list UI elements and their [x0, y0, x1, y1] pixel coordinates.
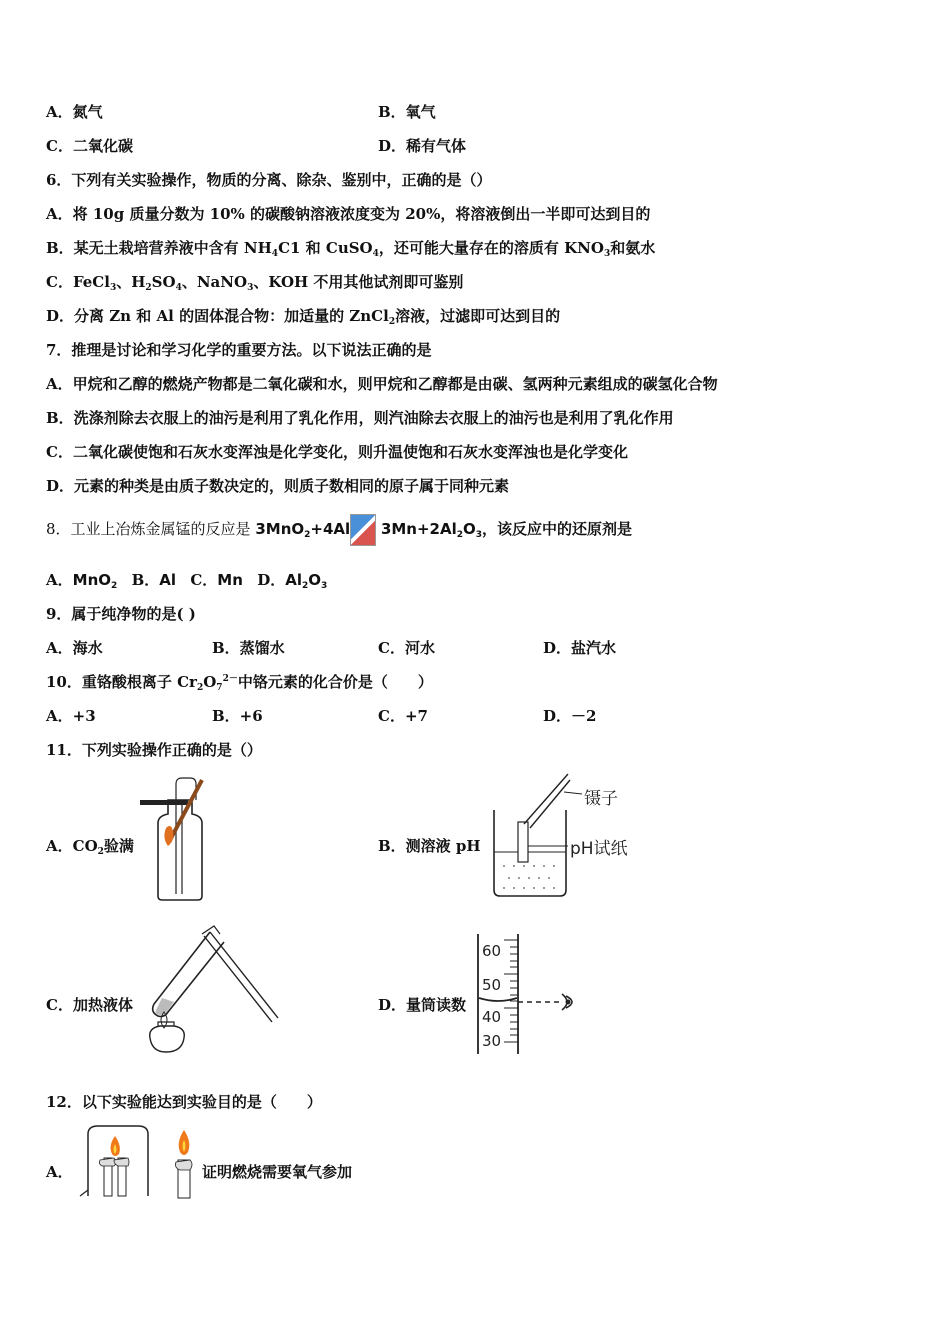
q12-option-a-text: 证明燃烧需要氧气参加 [202, 1163, 353, 1181]
q11-option-b: B．测溶液 pH [378, 837, 481, 855]
co2-check-diagram [140, 778, 210, 902]
q8-options: A．MnO$_2$ B．Al C．Mn D．$Al_2O_3$ [46, 571, 328, 591]
q9-stem: 9．属于纯净物的是( ) [46, 605, 196, 623]
q7-stem: 7．推理是讨论和学习化学的重要方法。以下说法正确的是 [46, 341, 432, 359]
heat-liquid-diagram [144, 930, 274, 1060]
q11-stem: 11．下列实验操作正确的是（） [46, 741, 262, 759]
q10-option-c: C．+7 [378, 707, 428, 725]
scale-label-50: 50 [482, 976, 502, 994]
q10-stem: 10．重铬酸根离子 $Cr_2O_7^{2-}$中铬元素的化合价是（ ） [46, 673, 433, 693]
q7-option-b: B．洗涤剂除去衣服上的油污是利用了乳化作用，则汽油除去衣服上的油污也是利用了乳化作用 [46, 409, 674, 427]
scale-label-40: 40 [482, 1008, 502, 1026]
graduated-cylinder-diagram [470, 934, 590, 1058]
candle-experiment-diagram [78, 1124, 208, 1202]
q12-stem: 12．以下实验能达到实验目的是（ ） [46, 1093, 322, 1111]
q7-option-c: C．二氧化碳使饱和石灰水变浑浊是化学变化，则升温使饱和石灰水变浑浊也是化学变化 [46, 443, 628, 461]
q7-option-a: A．甲烷和乙醇的燃烧产物都是二氧化碳和水，则甲烷和乙醇都是由碳、氢两种元素组成的碳氢化合物 [46, 375, 718, 393]
q12-option-a-label: A． [46, 1163, 73, 1181]
reaction-condition-image-icon [350, 514, 376, 546]
q6-option-c: C．FeCl$_3$、$H_2SO_4$、NaNO$_3$、KOH 不用其他试剂即可鉴别 [46, 273, 464, 293]
q11-option-d: D．量筒读数 [378, 996, 467, 1014]
q8-stem: 8．工业上冶炼金属锰的反应是 3MnO$_2$+4Al $3Mn+2Al_2O_3$，该反应中的还原剂是 [46, 514, 632, 546]
q9-option-c: C．河水 [378, 639, 435, 657]
scale-label-30: 30 [482, 1032, 502, 1050]
q11-option-a: A．$CO_2$验满 [46, 837, 134, 857]
q6-option-b: B．某无土栽培营养液中含有 $NH_4C1$ 和 CuSO$_4$，还可能大量存在的溶质有 $KNO_3$和氨水 [46, 239, 656, 259]
q6-stem: 6．下列有关实验操作，物质的分离、除杂、鉴别中，正确的是（） [46, 171, 492, 189]
q10-option-b: B．+6 [212, 707, 263, 725]
q5-option-d: D．稀有气体 [378, 137, 467, 155]
q11-option-c: C．加热液体 [46, 996, 133, 1014]
ph-paper-label: pH试纸 [570, 839, 628, 859]
q9-option-a: A．海水 [46, 639, 103, 657]
scale-label-60: 60 [482, 942, 502, 960]
q10-option-d: D．－2 [543, 707, 597, 725]
q5-option-b: B．氧气 [378, 103, 436, 121]
q5-option-a: A．氮气 [46, 103, 103, 121]
q10-option-a: A．+3 [46, 707, 96, 725]
q6-option-a: A．将 10g 质量分数为 10% 的碳酸钠溶液浓度变为 20%，将溶液倒出一半即可达到目的 [46, 205, 651, 223]
tweezers-label: 镊子 [584, 789, 618, 809]
q9-option-d: D．盐汽水 [543, 639, 617, 657]
q5-option-c: C．二氧化碳 [46, 137, 133, 155]
q9-option-b: B．蒸馏水 [212, 639, 285, 657]
ph-test-diagram [484, 770, 644, 900]
q6-option-d: D．分离 Zn 和 Al 的固体混合物：加适量的 ZnCl$_2$溶液，过滤即可达到目的 [46, 307, 561, 327]
q7-option-d: D．元素的种类是由质子数决定的，则质子数相同的原子属于同种元素 [46, 477, 510, 495]
